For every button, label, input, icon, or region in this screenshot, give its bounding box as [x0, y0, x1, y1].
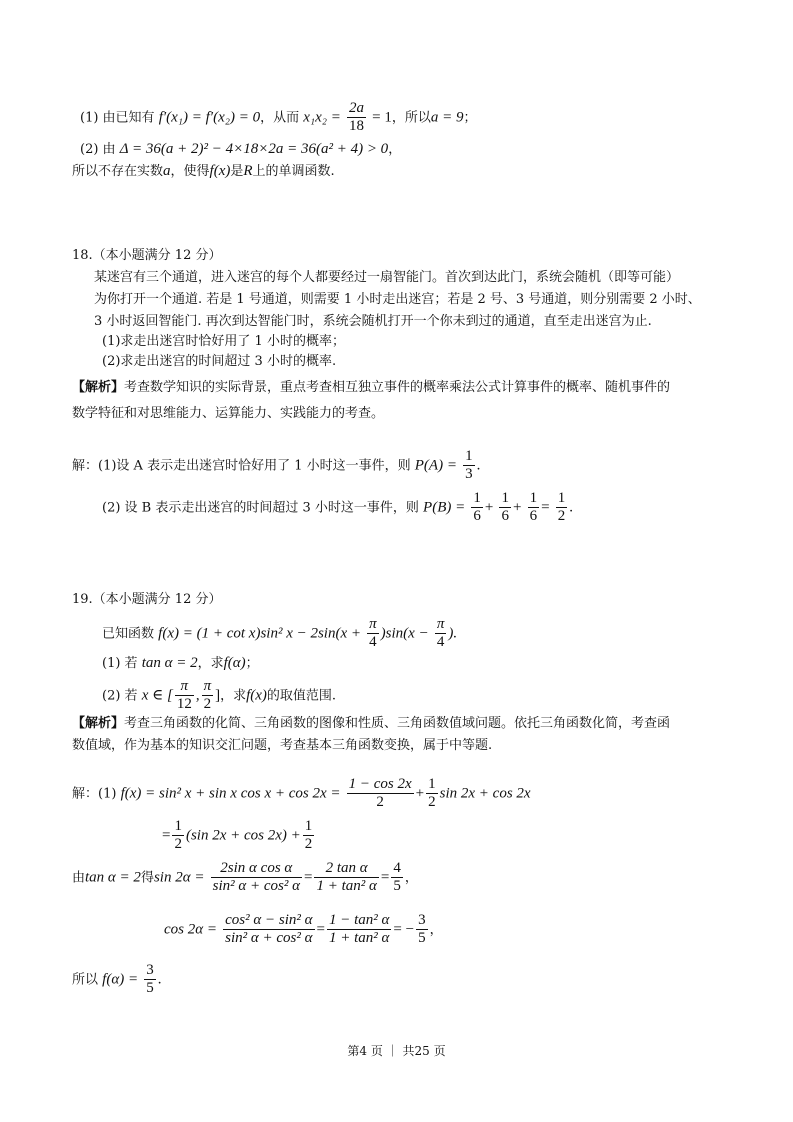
- q17-p1-rhs: = 1: [372, 109, 392, 126]
- q19-sub2-x: x ∈ [: [141, 687, 173, 704]
- q18-sol2-frac-4-den: 2: [557, 508, 566, 525]
- q18-sol2-op-2: +: [512, 499, 522, 516]
- q19-sol-l2-frac-2: [303, 818, 315, 854]
- q19-sub1-mid: ，求: [197, 656, 224, 671]
- q19-sol-l1-h-num: 1: [426, 776, 438, 794]
- q19-sol-l1-num: 1 − cos 2x: [347, 776, 414, 794]
- q19-stem: [102, 616, 457, 652]
- q19-sol-l5-num: 3: [144, 962, 156, 980]
- q17-p1-mid: ，从而: [260, 110, 300, 126]
- q19-analysis-text-1: 考查三角函数的化简、三角函数的图像和性质、三角函数值域问题。依托三角函数化简，考查函: [124, 716, 671, 731]
- q19-sub1-end: ；: [245, 656, 259, 671]
- q18-sol1-den: 3: [465, 466, 473, 483]
- q19-sol-l2-den: 2: [174, 836, 182, 853]
- q17-p1-prefix: (1) 由已知有: [80, 110, 155, 126]
- q19-sub2-prefix: (2) 若: [102, 688, 138, 704]
- q19-sol-l4-f2-num: 1 − tan² α: [327, 912, 391, 930]
- q19-stem-prefix: 已知函数: [102, 626, 155, 642]
- q19-sub-2: [102, 678, 336, 714]
- q19-sub2-pi-1: π: [175, 678, 194, 696]
- q18-sol2-frac-3-num: 1: [528, 490, 540, 508]
- q19-sub1-cond: tan α = 2: [141, 655, 198, 671]
- page-footer: 第4 页 ｜ 共25 页: [347, 1044, 446, 1058]
- q18-sol2-frac-3-den: 6: [529, 508, 538, 525]
- q19-sol-line-3: [72, 860, 418, 896]
- q18-sol2-op-1: +: [484, 499, 494, 516]
- q17-p1-suffix: ，所以: [391, 110, 431, 126]
- q19-sol-l5-lhs: f(α) =: [102, 971, 139, 988]
- q19-sol-l2-eq: =: [162, 827, 171, 844]
- q19-analysis-line-1: [72, 716, 670, 733]
- q19-sol-l5-end: .: [157, 971, 162, 988]
- q19-sol-l1-plus: +: [415, 785, 425, 802]
- q19-sol-l4-f2-den: 1 + tan² α: [328, 930, 390, 947]
- q17-p2-formula: Δ = 36(a + 2)² − 4×18×2a = 36(a² + 4) > 0: [119, 141, 389, 157]
- q19-stem-f: f(x) = (1 + cot x)sin² x − 2sin(x +: [158, 625, 362, 642]
- q19-sol-l1-a: f(x) = sin² x + sin x cos x + cos 2x =: [120, 785, 341, 802]
- q19-sol-l5-frac: [144, 962, 156, 998]
- q19-sub2-12: 12: [176, 696, 192, 713]
- q18-sol2-frac-4: [556, 490, 568, 526]
- q19-sol-l3-frac-2: [314, 860, 378, 896]
- q19-stem-pi-1: π: [367, 616, 379, 634]
- q19-sol-l1-frac-1: [347, 776, 414, 812]
- q19-sub1-prefix: (1) 若: [102, 656, 138, 671]
- q19-sol-l5-den: 5: [146, 980, 154, 997]
- q19-sol-l3-f1-num: 2sin α cos α: [211, 860, 302, 878]
- q18-sol1-text: 解：(1)设 A 表示走出迷宫时恰好用了 1 小时这一事件，则: [72, 458, 411, 474]
- q18-stem-line-1: 某迷宫有三个通道，进入迷宫的每个人都要经过一扇智能门。首次到达此门，系统会随机（即等可能）: [94, 270, 680, 285]
- q17-p3-text4: 上的单调函数.: [252, 164, 335, 179]
- q19-sol-l4-lhs: cos 2α =: [164, 921, 217, 938]
- q17-line-1: [80, 100, 477, 136]
- q19-heading: 19.（本小题满分 12 分）: [72, 592, 222, 607]
- q19-sol-l3-prefix: 由: [72, 870, 86, 886]
- q19-sol-l1-frac-2: [426, 776, 438, 812]
- q18-analysis-tag: 【解析】: [72, 380, 125, 395]
- q18-sol2-op-4: .: [569, 499, 573, 516]
- q18-solution-1: [72, 448, 480, 484]
- q18-sol2-frac-1-den: 6: [473, 508, 481, 525]
- q17-p1-end: ；: [463, 110, 477, 126]
- q19-sol-l3-f2-den: 1 + tan² α: [316, 878, 377, 895]
- q19-sol-l4-eq2: = −: [393, 921, 415, 938]
- q19-stem-pi-2: π: [435, 616, 447, 634]
- q18-heading: 18.（本小题满分 12 分）: [72, 248, 222, 263]
- q18-sol1-fraction: [463, 448, 475, 484]
- q17-line-2: [80, 140, 401, 160]
- q18-sol2-frac-2-den: 6: [501, 508, 509, 525]
- q19-sol-l3-frac-3: [391, 860, 403, 896]
- q19-sol-l3-eq: =: [303, 869, 313, 886]
- q19-sub1-f: f(α): [223, 655, 246, 671]
- q18-sol2-lhs: P(B) =: [423, 499, 466, 516]
- q18-stem-line-3: 3 小时返回智能门. 再次到达智能门时，系统会随机打开一个你未到过的通道，直至走出迷宫为止.: [94, 314, 652, 329]
- q19-sol-l4-frac-2: [327, 912, 391, 948]
- q19-sol-l4-f3-den: 5: [418, 930, 426, 947]
- q19-stem-mid: )sin(x −: [380, 625, 429, 642]
- q19-sol-line-5: [72, 962, 161, 998]
- q17-p3-fx: f(x): [209, 163, 231, 179]
- q17-p1-den: 18: [349, 118, 364, 135]
- q18-sub-1: (1)求走出迷宫时恰好用了 1 小时的概率；: [102, 334, 345, 349]
- q19-sol-l5-prefix: 所以: [72, 972, 99, 988]
- q19-sol-l1-den: 2: [376, 794, 384, 811]
- q17-p1-formula: f′(x₁) = f′(x₂) = 0: [158, 109, 261, 126]
- q19-stem-four-1: 4: [369, 634, 377, 651]
- q18-analysis-line-2: 数学特征和对思维能力、运算能力、实践能力的考查。: [72, 406, 385, 421]
- q19-stem-frac-2: [435, 616, 447, 652]
- q19-stem-frac-1: [367, 616, 379, 652]
- q19-sol-l4-f1-den: sin² α + cos² α: [225, 930, 313, 947]
- q18-sol1-lhs: P(A) =: [414, 457, 457, 474]
- q18-sol2-frac-2: [499, 490, 511, 526]
- q19-sol-l2-den2: 2: [304, 836, 313, 853]
- q18-sol2-frac-2-num: 1: [499, 490, 511, 508]
- q17-line-3: [72, 162, 335, 182]
- q19-sol-l3-cond: tan α = 2: [85, 869, 141, 886]
- q19-sub2-pi-2: π: [202, 678, 214, 696]
- q18-solution-2: [102, 490, 573, 526]
- q19-sub2-end: 的取值范围.: [266, 688, 337, 704]
- q19-sol-l1-tail: sin 2x + cos 2x: [439, 785, 531, 802]
- q19-sol-l4-end: ，: [429, 922, 443, 938]
- q19-sol-line-1: [72, 776, 531, 812]
- q19-sub2-2: 2: [203, 696, 212, 713]
- q18-analysis-line-1: [72, 380, 670, 397]
- q19-sub2-frac-1: [175, 678, 194, 714]
- q19-sol-l3-frac-1: [211, 860, 302, 896]
- q18-sol2-op-3: =: [541, 499, 550, 516]
- q19-sub2-frac-2: [202, 678, 214, 714]
- q17-p1-result: a = 9: [430, 109, 464, 126]
- q19-sol-prefix: 解：(1): [72, 786, 117, 802]
- q17-p3-a: a: [163, 163, 171, 179]
- q19-stem-four-2: 4: [436, 634, 445, 651]
- q19-sol-l2-num2: 1: [303, 818, 315, 836]
- q19-sol-l4-frac-3: [416, 912, 428, 948]
- q17-p1-num: 2a: [347, 100, 366, 118]
- q19-sol-l4-frac-1: [223, 912, 314, 948]
- q17-p2-prefix: (2) 由: [80, 142, 116, 157]
- q19-sol-line-2: [162, 818, 316, 854]
- q19-sol-l4-f3-num: 3: [416, 912, 428, 930]
- q18-sol2-frac-1-num: 1: [471, 490, 483, 508]
- q18-sol2-frac-3: [528, 490, 540, 526]
- q18-sol1-end: .: [476, 457, 481, 474]
- q19-sub-1: [102, 654, 259, 674]
- q19-sol-l3-f2-num: 2 tan α: [314, 860, 378, 878]
- q17-p3-text3: 是: [230, 164, 244, 179]
- q18-sol2-frac-4-num: 1: [556, 490, 568, 508]
- q19-sol-l2-mid: (sin 2x + cos 2x) +: [185, 827, 301, 844]
- q17-p1-lhs: x₁x₂ =: [303, 109, 341, 126]
- q17-p2-end: ，: [388, 142, 402, 157]
- q19-sol-l3-eq2: =: [380, 869, 390, 886]
- q19-sub2-mid: ，求: [220, 688, 247, 704]
- q19-stem-close: ).: [448, 625, 458, 642]
- q19-sub2-f: f(x): [246, 687, 267, 704]
- q18-stem-line-2: 为你打开一个通道. 若是 1 号通道，则需要 1 小时走出迷宫；若是 2 号、3 号通道，则分别需要 2 小时、: [94, 292, 701, 307]
- q18-sol2-frac-1: [471, 490, 483, 526]
- q19-sol-l3-f3-den: 5: [393, 878, 401, 895]
- q18-sub-2: (2)求走出迷宫的时间超过 3 小时的概率.: [102, 354, 337, 369]
- q19-sol-l2-frac-1: [172, 818, 184, 854]
- q18-sol2-text: (2) 设 B 表示走出迷宫的时间超过 3 小时这一事件，则: [102, 500, 419, 516]
- q19-sub2-close: ]: [215, 687, 221, 704]
- q19-sol-l3-get: 得: [140, 870, 154, 886]
- q19-analysis-tag: 【解析】: [72, 716, 125, 731]
- q17-p3-text2: ，使得: [170, 164, 210, 179]
- q18-analysis-text-1: 考查数学知识的实际背景，重点考查相互独立事件的概率乘法公式计算事件的概率、随机事件的: [124, 380, 671, 395]
- q19-sol-l1-h-den: 2: [428, 794, 436, 811]
- q17-p1-fraction: [347, 100, 366, 136]
- q19-sol-l4-f1-num: cos² α − sin² α: [223, 912, 314, 930]
- q18-sol1-num: 1: [463, 448, 475, 466]
- q19-sub2-comma: ,: [195, 687, 200, 704]
- q19-sol-l3-end: ，: [404, 870, 418, 886]
- q17-p3-R: R: [243, 163, 253, 179]
- q19-sol-line-4: [164, 912, 443, 948]
- q19-sol-l2-num: 1: [172, 818, 184, 836]
- q19-sol-l3-f1-den: sin² α + cos² α: [212, 878, 300, 895]
- q19-sol-l4-eq: =: [316, 921, 325, 938]
- q19-analysis-line-2: 数值域，作为基本的知识交汇问题，考查基本三角函数变换，属于中等题.: [72, 738, 493, 753]
- q19-sol-l3-lhs: sin 2α =: [153, 869, 205, 886]
- q19-sol-l3-f3-num: 4: [391, 860, 403, 878]
- q17-p3-text1: 所以不存在实数: [72, 164, 164, 179]
